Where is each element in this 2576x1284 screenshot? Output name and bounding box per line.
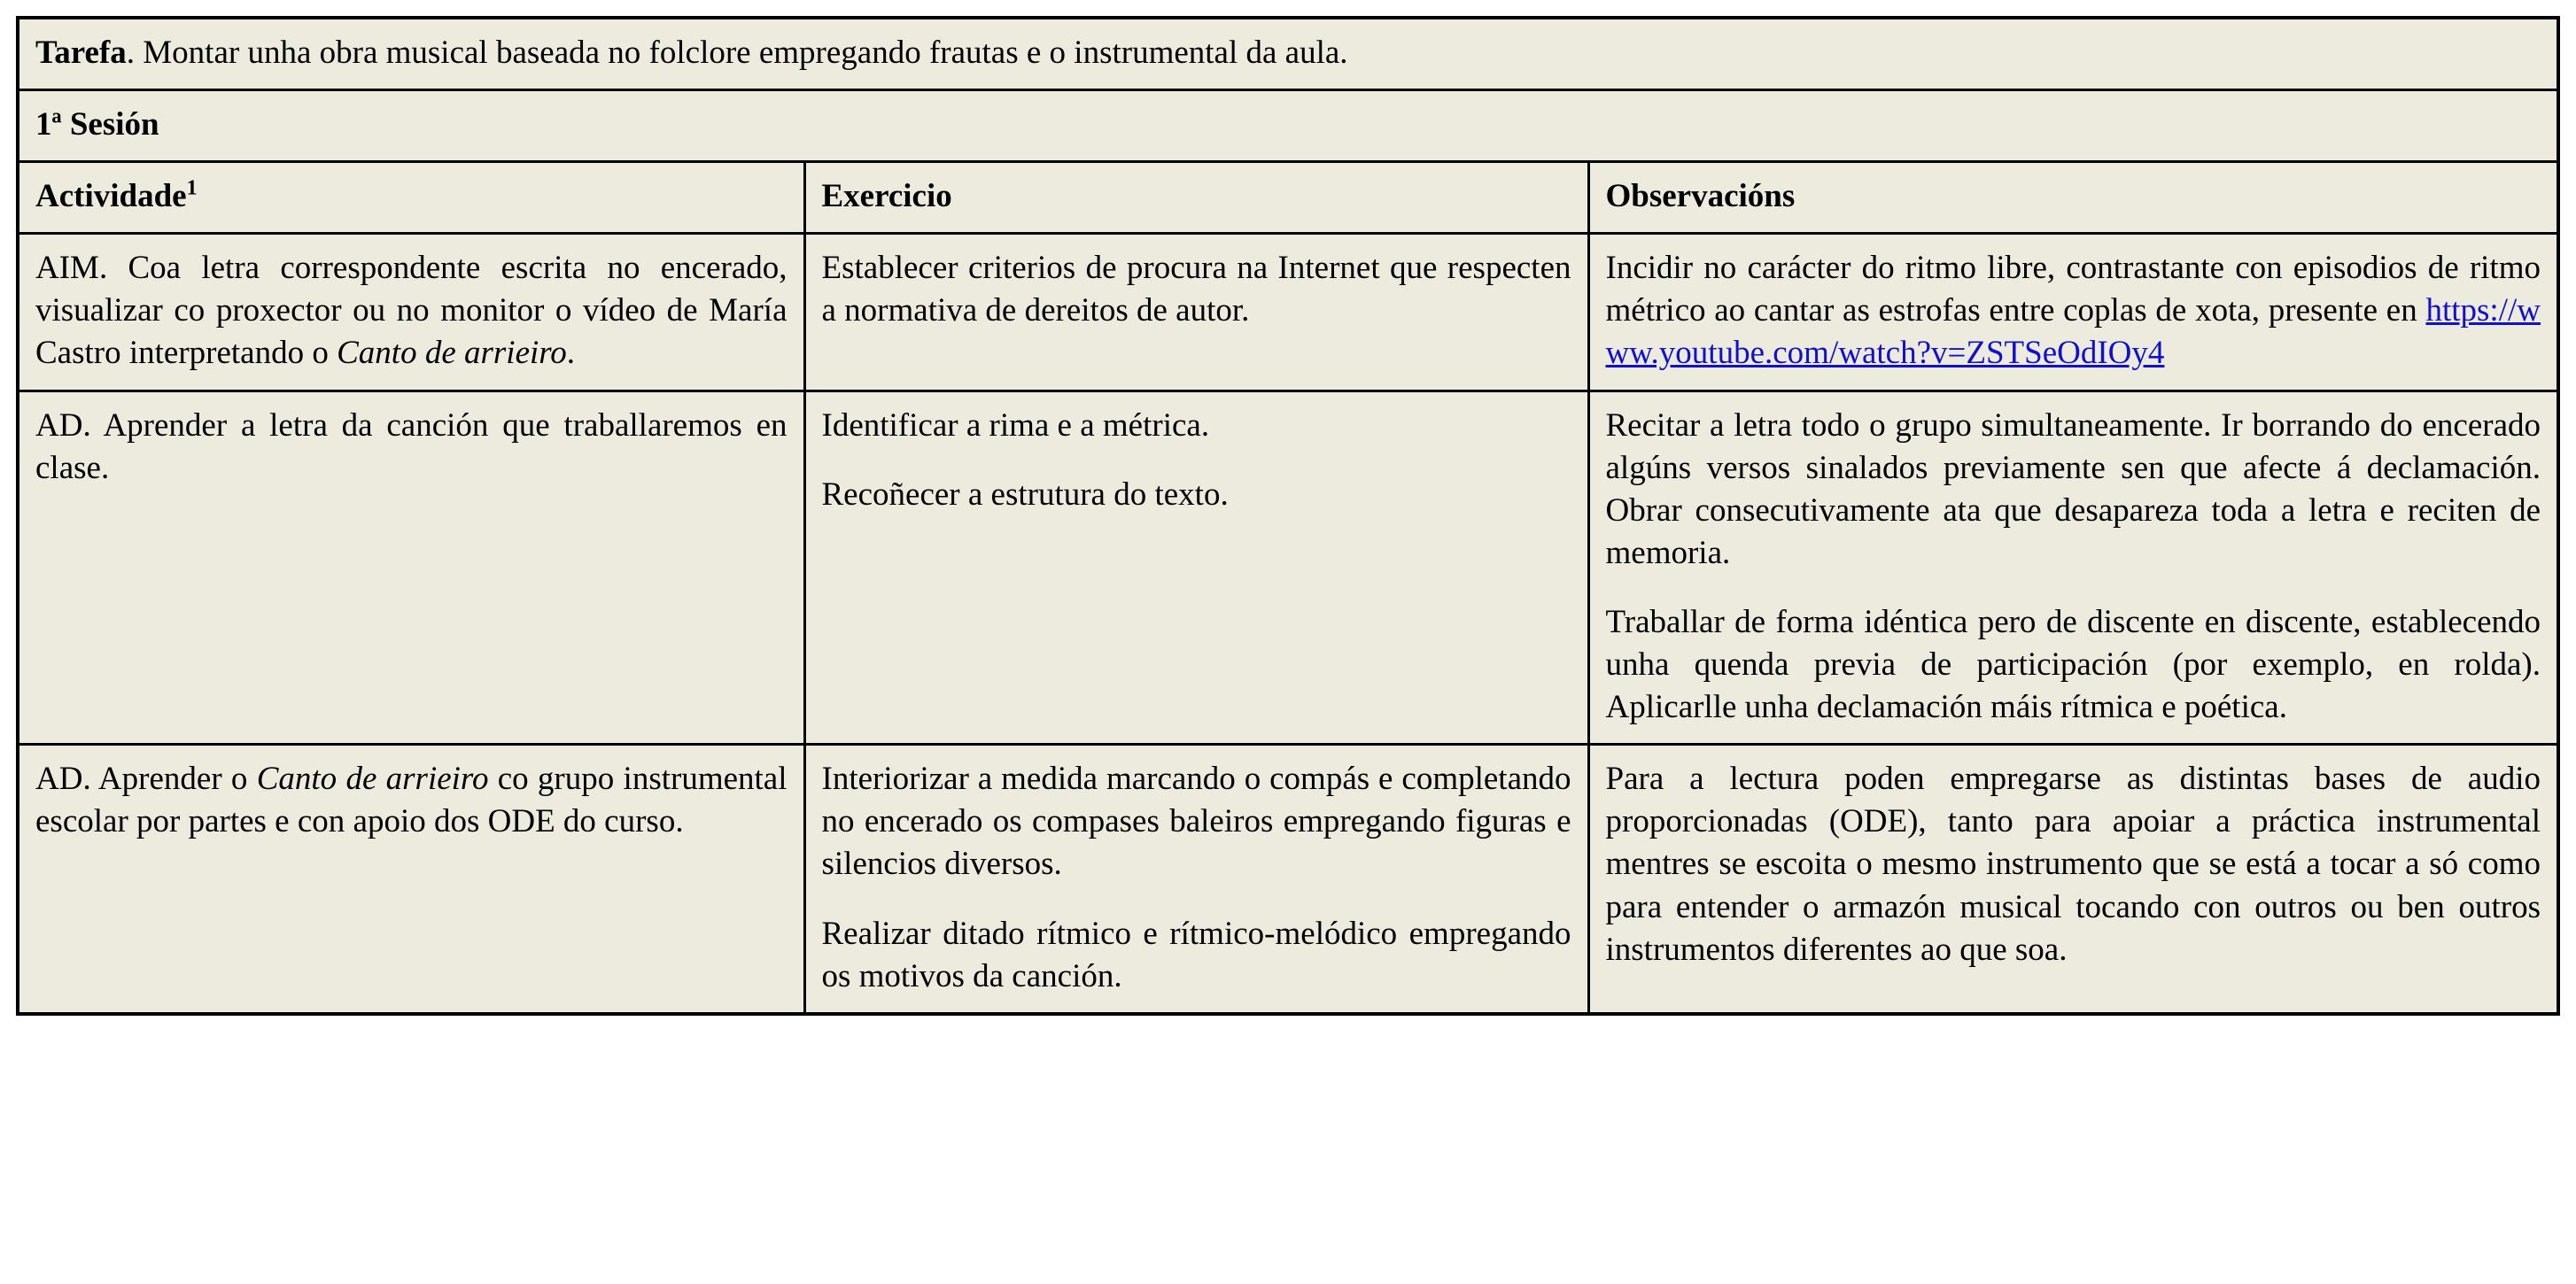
exercise-paragraph: Identificar a rima e a métrica. [821, 406, 1210, 444]
tarefa-label: Tarefa [35, 35, 127, 71]
observation-paragraph: Para a lectura poden empregarse as distintas bases de audio proporcionadas (ODE), tanto para apoiar a práctica instrumental mentres se escoita o mesmo instrumento que se está a tocar a só como para entender o armazón musical tocando con outros ou ben outros instrumentos diferentes ao que soa. [1605, 761, 2541, 968]
cell-observacions-1 [1588, 234, 2558, 391]
exercise-paragraph: Interiorizar a medida marcando o compás e completando no encerado os compases baleiros empregando figuras e silencios diversos. [821, 761, 1571, 883]
tarefa-text: Montar unha obra musical baseada no folclore empregando frautas e o instrumental da aula. [143, 35, 1348, 71]
table-row [18, 234, 2558, 391]
column-header-observacions [1588, 162, 2558, 234]
column-header-actividade-label: Actividade [35, 178, 187, 215]
activity-text-2: AD. Aprender a letra da canción que traballaremos en clase. [35, 406, 788, 486]
cell-actividade-1 [18, 234, 804, 391]
cell-exercicio-3 [804, 745, 1588, 1014]
exercise-paragraph: Establecer criterios de procura na Internet que respecten a normativa de dereitos de autor. [821, 250, 1571, 329]
sesion-cell: 1ª Sesión [18, 90, 2558, 162]
column-header-observacions-label: Observacións [1605, 178, 1796, 215]
observation-paragraph [1606, 247, 2541, 375]
exercise-paragraph: Realizar ditado rítmico e rítmico-melódico empregando os motivos da canción. [821, 915, 1571, 994]
table-header-row [18, 162, 2558, 234]
column-header-exercicio-label: Exercicio [821, 178, 952, 215]
activity-title-3: Canto de arrieiro [256, 761, 489, 798]
activity-text-3-part2: co grupo instrumental escolar por partes e con apoio dos ODE do curso. [35, 761, 788, 840]
lesson-plan-table [16, 16, 2560, 1016]
cell-exercicio-2 [804, 391, 1588, 745]
activity-text-3-part1: AD. Aprender o [35, 761, 257, 798]
cell-exercicio-1 [804, 234, 1588, 391]
observation-paragraph: Recitar a letra todo o grupo simultaneamente. Ir borrando do encerado algúns versos sinalados previamente sen que afecte á declamación. Obrar consecutivamente ata que desapareza toda a letra e reciten de memoria. [1605, 406, 2541, 571]
column-header-actividade [18, 162, 804, 234]
tarefa-cell [18, 18, 2558, 90]
tarefa-separator: . [126, 35, 144, 71]
activity-text-1-part2: . [566, 335, 576, 372]
table-row-sesion [18, 90, 2558, 162]
observation-text-1: Incidir no carácter do ritmo libre, contrastante con episodios de ritmo métrico ao cantar as estrofas entre coplas de xota, presente en [1605, 250, 2541, 329]
table-row-tarefa [18, 18, 2558, 90]
activity-title-1: Canto de arrieiro [337, 335, 567, 372]
youtube-link[interactable]: https://www.youtube.com/watch?v=ZSTSeOdIOy4 [1605, 292, 2541, 372]
cell-actividade-3 [18, 745, 804, 1014]
exercise-paragraph: Recoñecer a estrutura do texto. [821, 476, 1229, 513]
table-row [18, 745, 2558, 1014]
table-row [18, 391, 2558, 745]
cell-actividade-2 [18, 391, 804, 745]
cell-observacions-3 [1588, 745, 2558, 1014]
column-header-actividade-footnote: 1 [186, 176, 198, 200]
activity-text-1-part1: AIM. Coa letra correspondente escrita no encerado, visualizar co proxector ou no monitor o vídeo de María Castro interpretando o [35, 250, 788, 372]
observation-paragraph: Traballar de forma idéntica pero de discente en discente, establecendo unha quenda previa de participación (por exemplo, en rolda). Aplicarlle unha declamación máis rítmica e poética. [1605, 603, 2541, 726]
cell-observacions-2 [1588, 391, 2558, 745]
activity-text-3 [35, 758, 788, 843]
column-header-exercicio [804, 162, 1588, 234]
activity-text-1 [35, 247, 788, 375]
